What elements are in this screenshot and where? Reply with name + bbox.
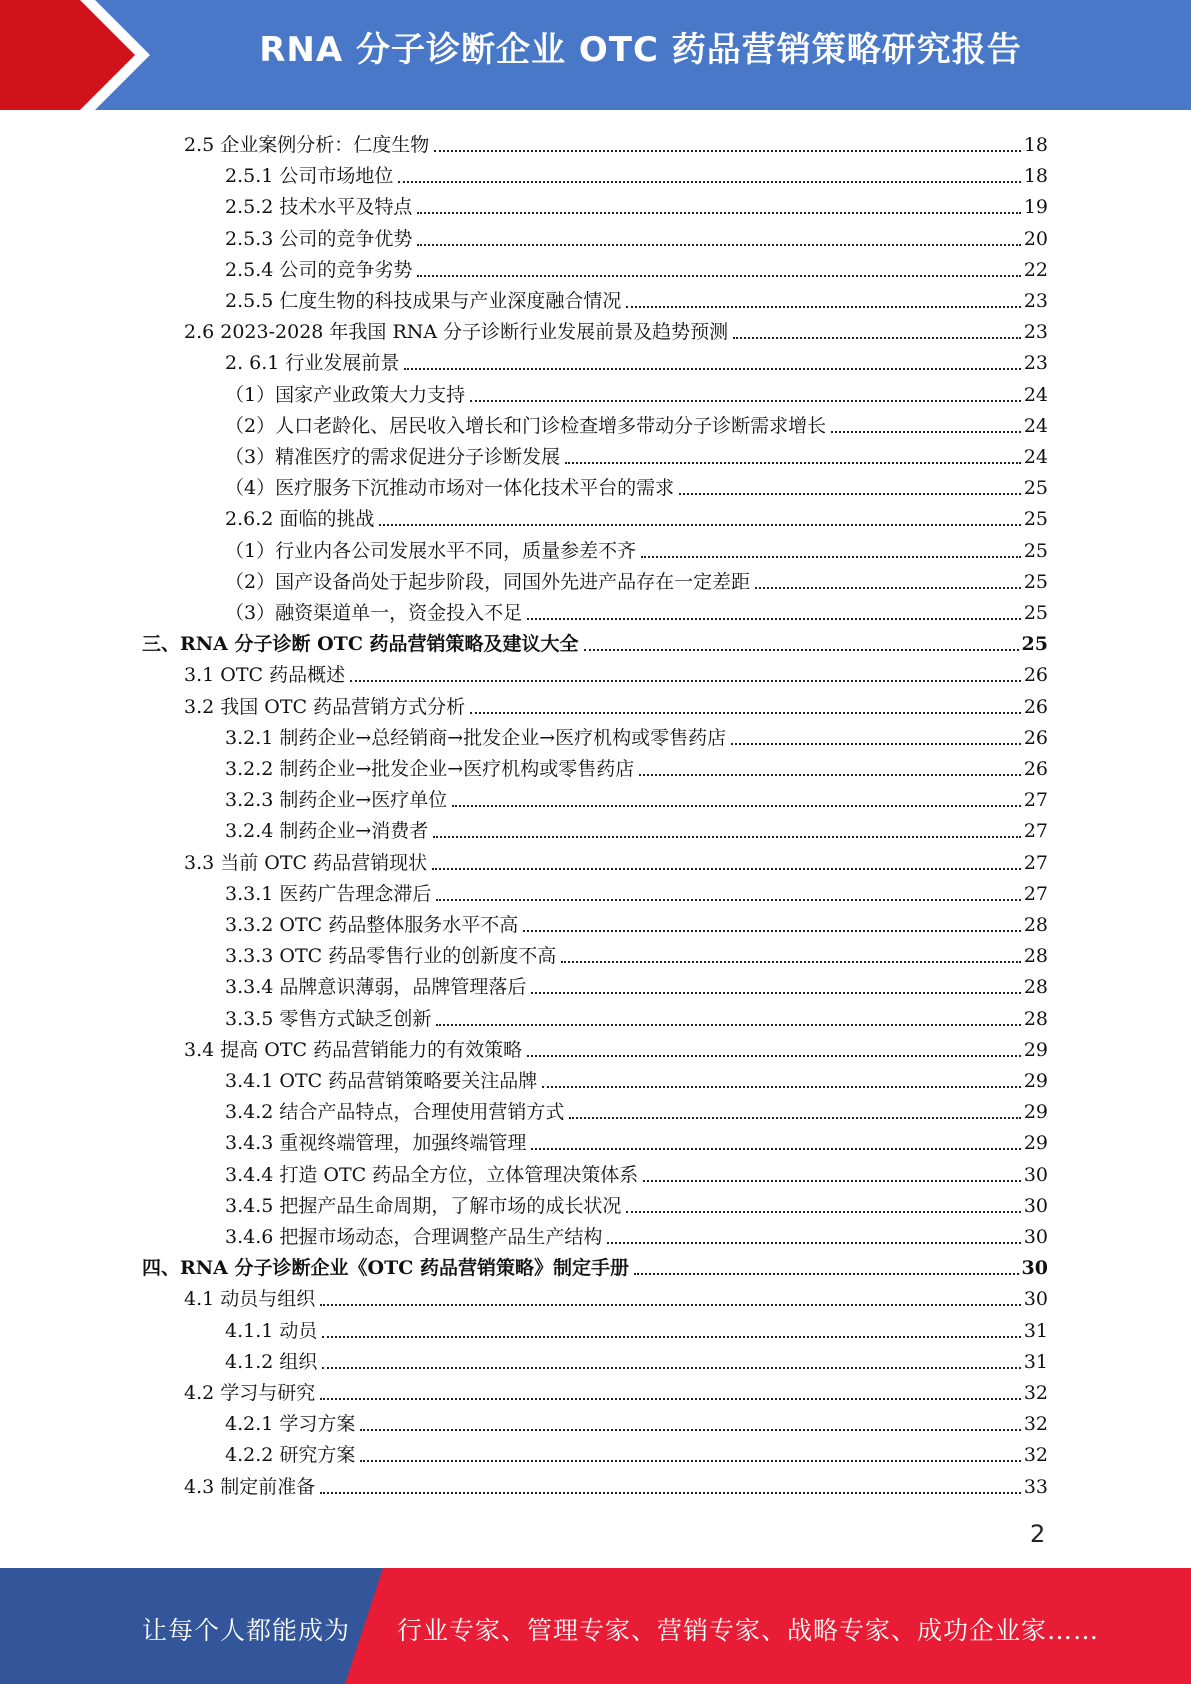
toc-entry-label: 3.4 提高 OTC 药品营销能力的有效策略 [184,1038,523,1061]
toc-entry[interactable] [142,625,1048,656]
toc-entry-label: 2.6 2023-2028 年我国 RNA 分子诊断行业发展前景及趋势预测 [184,321,729,344]
footer-slogan-left: 让每个人都能成为 [142,1616,351,1645]
toc-dot-leader [523,930,1021,932]
toc-entry-label: 4.2 学习与研究 [184,1382,316,1404]
toc-entry-label: （3）融资渠道单一，资金投入不足 [225,602,523,624]
toc-entry[interactable] [225,781,1048,812]
toc-dot-leader [360,1460,1020,1462]
toc-entry-page: 20 [1023,227,1048,250]
toc-dot-leader [641,556,1021,558]
toc-dot-leader [531,992,1020,994]
toc-dot-leader [417,244,1020,246]
toc-dot-leader [360,1429,1020,1431]
toc-entry-label: （4）医疗服务下沉推动市场对一体化技术平台的需求 [225,477,675,500]
toc-entry-page: 26 [1023,695,1048,718]
toc-entry-page: 29 [1023,1038,1048,1061]
toc-entry-label: 3.4.2 结合产品特点，合理使用营销方式 [225,1101,565,1124]
toc-entry-page: 23 [1023,290,1048,312]
toc-entry-page: 25 [1023,477,1048,500]
toc-entry[interactable] [225,1218,1048,1249]
toc-dot-leader [434,150,1021,152]
toc-entry-page: 25 [1021,633,1048,656]
toc-entry-page: 29 [1023,1101,1048,1124]
toc-entry-label: 3.2.1 制药企业→总经销商→批发企业→医疗机构或零售药店 [225,726,727,749]
toc-entry-page: 27 [1023,851,1048,874]
toc-entry-page: 30 [1023,1194,1048,1217]
toc-entry-label: 3.2 我国 OTC 药品营销方式分析 [184,695,466,718]
toc-entry-label: 3.2.4 制药企业→消费者 [225,820,429,843]
toc-entry-page: 30 [1023,1163,1048,1186]
toc-entry[interactable] [225,750,1048,781]
toc-entry[interactable] [225,906,1048,937]
toc-entry-page: 32 [1023,1444,1048,1467]
toc-entry-page: 31 [1023,1350,1048,1373]
toc-entry[interactable] [225,1187,1048,1218]
toc-entry-label: 3.3.1 医药广告理念滞后 [225,882,432,905]
toc-entry[interactable] [225,1312,1048,1343]
toc-entry[interactable] [225,1156,1048,1187]
toc-entry[interactable] [225,500,1048,531]
toc-entry-label: 2.5 企业案例分析：仁度生物 [184,134,430,156]
footer-slogan-right: 行业专家、管理专家、营销专家、战略专家、成功企业家…… [397,1616,1100,1645]
toc-entry-page: 22 [1023,258,1048,281]
toc-entry-page: 32 [1023,1382,1048,1404]
toc-entry-page: 33 [1023,1475,1048,1498]
toc-dot-leader [379,524,1020,526]
toc-entry-page: 32 [1023,1413,1048,1436]
toc-entry[interactable] [225,376,1048,407]
toc-entry-label: 4.1 动员与组织 [184,1288,316,1311]
toc-entry[interactable] [225,532,1048,563]
toc-entry[interactable] [225,282,1048,313]
toc-dot-leader [527,618,1021,620]
toc-entry-page: 29 [1023,1070,1048,1092]
toc-entry-label: 2.6.2 面临的挑战 [225,508,375,531]
toc-dot-leader [565,462,1021,464]
toc-entry-page: 25 [1023,539,1048,562]
toc-entry-label: 3.3.4 品牌意识薄弱，品牌管理落后 [225,976,527,999]
toc-dot-leader [320,1398,1021,1400]
toc-entry-label: 3.3.5 零售方式缺乏创新 [225,1007,432,1030]
toc-entry-label: 2.5.2 技术水平及特点 [225,196,413,219]
toc-entry-page: 24 [1023,446,1048,468]
toc-entry[interactable] [225,1343,1048,1374]
toc-entry-label: 3.1 OTC 药品概述 [184,664,346,687]
toc-entry[interactable] [225,937,1048,968]
toc-entry-page: 26 [1023,726,1048,749]
toc-dot-leader [350,680,1021,682]
toc-entry-page: 25 [1023,602,1048,624]
toc-entry-label: 3.4.5 把握产品生命周期，了解市场的成长状况 [225,1194,622,1217]
toc-dot-leader [831,431,1021,433]
toc-entry[interactable] [225,719,1048,750]
toc-entry-page: 29 [1023,1132,1048,1155]
toc-dot-leader [584,649,1019,651]
toc-entry[interactable] [184,313,1048,344]
toc-entry-label: 3.2.2 制药企业→批发企业→医疗机构或零售药店 [225,758,635,780]
toc-dot-leader [322,1367,1020,1369]
toc-entry[interactable] [184,1468,1048,1499]
toc-entry-label: 3.3 当前 OTC 药品营销现状 [184,851,428,874]
toc-entry-page: 30 [1021,1257,1048,1280]
toc-entry-page: 26 [1023,758,1048,780]
toc-entry-label: 3.4.4 打造 OTC 药品全方位，立体管理决策体系 [225,1163,639,1186]
toc-entry-label: 3.4.1 OTC 药品营销策略要关注品牌 [225,1070,538,1092]
toc-dot-leader [432,868,1021,870]
toc-entry-label: 3.4.6 把握市场动态，合理调整产品生产结构 [225,1226,603,1248]
toc-entry-label: 2.5.4 公司的竞争劣势 [225,258,413,281]
toc-dot-leader [433,836,1021,838]
toc-entry-label: （3）精准医疗的需求促进分子诊断发展 [225,446,561,468]
toc-dot-leader [607,1242,1020,1244]
toc-entry-label: 4.2.1 学习方案 [225,1413,356,1436]
page-number: 2 [1030,1520,1046,1548]
toc-entry-label: （2）国产设备尚处于起步阶段，同国外先进产品存在一定差距 [225,570,751,593]
toc-dot-leader [320,1492,1021,1494]
toc-dot-leader [639,774,1021,776]
toc-entry-page: 27 [1023,820,1048,843]
toc-dot-leader [436,899,1020,901]
toc-entry[interactable] [225,1405,1048,1436]
toc-entry-page: 31 [1023,1319,1048,1342]
toc-dot-leader [561,961,1021,963]
toc-dot-leader [755,587,1021,589]
toc-entry[interactable] [225,344,1048,375]
toc-entry[interactable] [225,968,1048,999]
toc-dot-leader [679,493,1021,495]
toc-entry-page: 28 [1023,976,1048,999]
toc-dot-leader [417,275,1020,277]
toc-entry[interactable] [225,563,1048,594]
toc-entry[interactable] [225,1436,1048,1467]
toc-entry-label: （1）国家产业政策大力支持 [225,383,466,406]
toc-entry-page: 27 [1023,789,1048,812]
toc-entry[interactable] [184,1280,1048,1311]
toc-dot-leader [436,1024,1020,1026]
toc-dot-leader [626,1211,1020,1213]
toc-entry[interactable] [142,1249,1048,1280]
toc-entry-label: （1）行业内各公司发展水平不同，质量参差不齐 [225,539,637,562]
toc-dot-leader [643,1180,1021,1182]
toc-entry-page: 26 [1023,664,1048,687]
toc-entry-label: 三、RNA 分子诊断 OTC 药品营销策略及建议大全 [142,633,579,656]
toc-entry-page: 28 [1023,914,1048,936]
toc-entry-label: 2.5.5 仁度生物的科技成果与产业深度融合情况 [225,290,622,312]
toc-entry-page: 18 [1023,134,1048,156]
toc-entry[interactable] [225,875,1048,906]
toc-dot-leader [731,743,1021,745]
toc-entry[interactable] [225,594,1048,625]
toc-entry-page: 25 [1023,508,1048,531]
toc-entry-label: 2.5.3 公司的竞争优势 [225,227,413,250]
report-title: RNA 分子诊断企业 OTC 药品营销策略研究报告 [259,30,1022,70]
toc-entry[interactable] [225,1062,1048,1093]
toc-entry-page: 24 [1023,414,1048,437]
toc-dot-leader [470,712,1021,714]
toc-entry-page: 19 [1023,196,1048,219]
toc-dot-leader [531,1148,1020,1150]
toc-entry-label: 3.3.3 OTC 药品零售行业的创新度不高 [225,945,557,968]
toc-entry-page: 30 [1023,1288,1048,1311]
toc-entry[interactable] [184,656,1048,687]
toc-entry-page: 27 [1023,882,1048,905]
toc-entry-page: 23 [1023,352,1048,375]
toc-entry-label: 4.2.2 研究方案 [225,1444,356,1467]
toc-dot-leader [634,1273,1019,1275]
toc-entry[interactable] [225,407,1048,438]
page-footer [0,1568,1191,1684]
toc-entry-page: 18 [1023,165,1048,188]
toc-entry-label: 4.3 制定前准备 [184,1475,316,1498]
toc-entry[interactable] [225,1000,1048,1031]
toc-dot-leader [452,805,1021,807]
toc-entry-label: 3.4.3 重视终端管理，加强终端管理 [225,1132,527,1155]
toc-dot-leader [626,306,1020,308]
toc-entry[interactable] [225,1124,1048,1155]
toc-entry-label: 4.1.2 组织 [225,1350,318,1373]
toc-dot-leader [404,368,1020,370]
toc-entry[interactable] [225,220,1048,251]
toc-entry[interactable] [184,1374,1048,1405]
toc-entry[interactable] [184,688,1048,719]
toc-entry-page: 23 [1023,321,1048,344]
toc-dot-leader [733,337,1021,339]
toc-entry-label: 2.5.1 公司市场地位 [225,165,394,188]
toc-entry-page: 25 [1023,570,1048,593]
toc-entry[interactable] [184,844,1048,875]
toc-entry-label: （2）人口老龄化、居民收入增长和门诊检查增多带动分子诊断需求增长 [225,414,827,437]
toc-entry-label: 3.3.2 OTC 药品整体服务水平不高 [225,914,519,936]
toc-entry[interactable] [225,188,1048,219]
toc-entry[interactable] [225,251,1048,282]
toc-entry-page: 28 [1023,1007,1048,1030]
toc-entry-page: 24 [1023,383,1048,406]
toc-dot-leader [320,1304,1021,1306]
toc-entry[interactable] [225,1093,1048,1124]
toc-entry[interactable] [225,157,1048,188]
toc-entry-label: 4.1.1 动员 [225,1319,318,1342]
toc-entry-label: 2. 6.1 行业发展前景 [225,352,400,375]
toc-entry-page: 30 [1023,1226,1048,1248]
page-header [0,0,1191,110]
toc-dot-leader [569,1117,1020,1119]
toc-dot-leader [542,1086,1021,1088]
toc-entry-page: 28 [1023,945,1048,968]
toc-dot-leader [470,400,1021,402]
toc-dot-leader [417,212,1020,214]
toc-dot-leader [398,181,1020,183]
toc-entry[interactable] [184,1031,1048,1062]
toc-entry-label: 四、RNA 分子诊断企业《OTC 药品营销策略》制定手册 [142,1257,629,1280]
toc-dot-leader [322,1336,1020,1338]
toc-entry[interactable] [225,438,1048,469]
toc-entry[interactable] [225,812,1048,843]
toc-dot-leader [527,1055,1021,1057]
toc-entry-label: 3.2.3 制药企业→医疗单位 [225,789,448,812]
toc-entry[interactable] [184,126,1048,157]
toc-entry[interactable] [225,469,1048,500]
